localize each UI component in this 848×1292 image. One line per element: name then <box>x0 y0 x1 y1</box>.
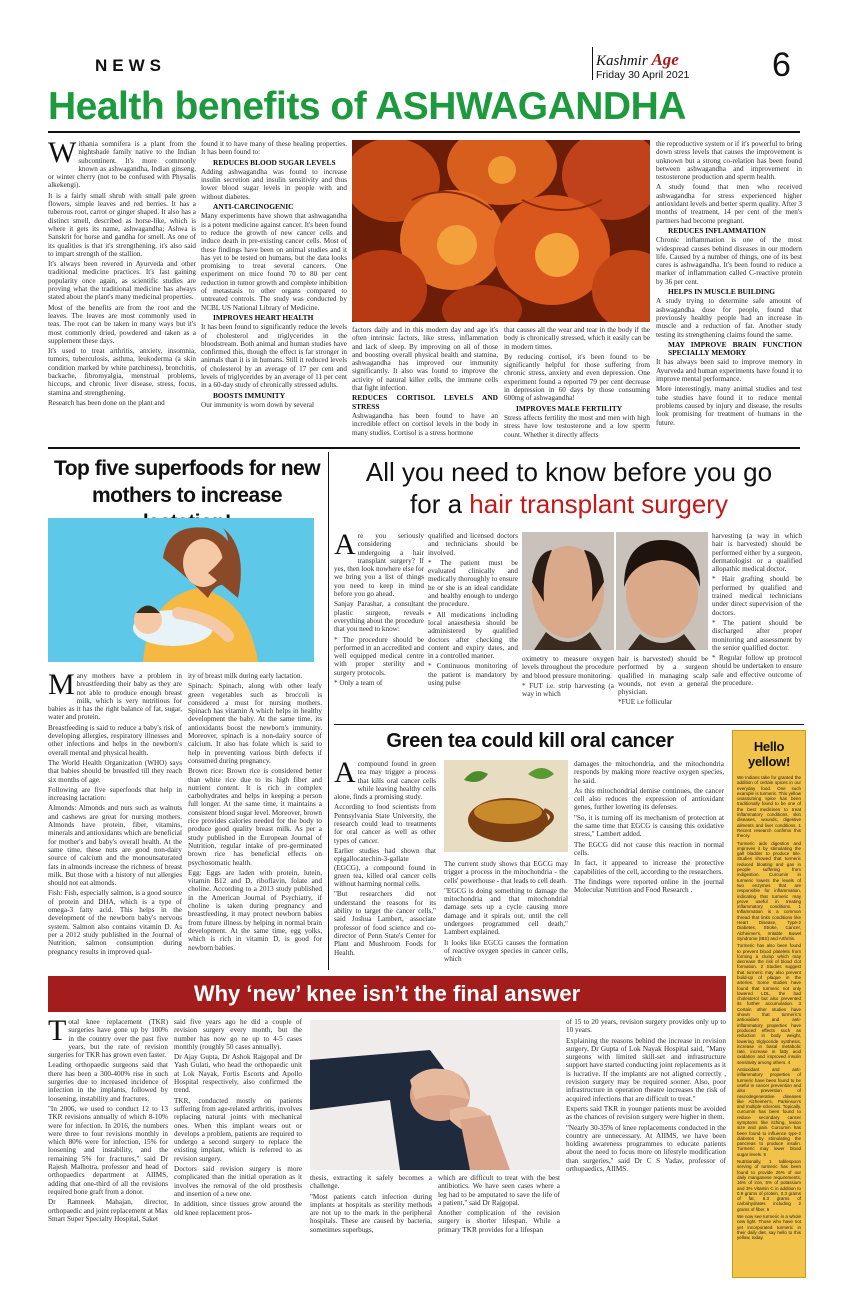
a6-column-5 <box>566 1018 726 1280</box>
sidebar-body <box>733 775 805 1285</box>
paragraph: damages the mitochondria, and the mitochondria responds by making more reactive oxygen species, he said. <box>574 760 724 785</box>
paragraph: compound found in green tea may trigger a process that kills oral cancer cells while leaving healthy cells alone, finds a promising study. <box>334 760 436 802</box>
drop-cap: A <box>334 532 356 561</box>
paragraph: It is a fairly small shrub with small pale green flowers, simple leaves and red berries. It has a tuberous root, carrot or ginger shaped. It also has a distinct smell, described as horse-like, which is where it gets its name, ashwagandha; Ashwa is Sanskrit for horse and gandha for smell. As one of its qualities is that it's strengthening, it's also said to impart strength of the stallion. <box>48 191 196 258</box>
paragraph: In addition, since tissues grow around the old knee replacement pros- <box>174 1200 302 1217</box>
headline-green-tea: Green tea could kill oral cancer <box>386 730 674 752</box>
paragraph: factors daily and in this modern day and age it's often intrinsic factors, like stress, inflammation and lack of sleep. By improving on all of those and boosting overall physical health and stamina, ashwagandha has improved our immunity significantly. It also was found to improve the activity of natural killer cells, the immune cells that fight infection. <box>352 326 498 393</box>
paragraph: otal knee replacement (TKR) surgeries have gone up by 100% in the country over the past five years, but the rate of revision surgeries for TKR has grown even faster. <box>48 1018 168 1060</box>
headline-line-1: All you need to know before you go <box>365 457 773 487</box>
paragraph: As this mitochondrial demise continues, the cancer cell also reduces the expression of antioxidant genes, further lowering its defenses. <box>574 786 724 812</box>
paragraph: oximetry to measure oxygen levels throughout the procedure and blood pressure monitoring. <box>522 655 614 680</box>
paragraph: Doctors said revision surgery is more complicated than the initial operation as it involves the removal of the old prosthesis and insertion of a new one. <box>174 1165 302 1198</box>
paragraph: The current study shows that EGCG may trigger a process in the mitochondria - the cells' powerhouse - that leads to cell death. <box>444 860 568 885</box>
paragraph: It looks like EGCG causes the formation of reactive oxygen species in cancer cells, which <box>444 938 568 964</box>
headline-line-2 <box>334 488 804 520</box>
section-rule <box>334 724 804 725</box>
a3-column-3 <box>522 655 614 719</box>
paragraph: Dr Ajay Gupta, Dr Ashok Rajgopal and Dr Yash Gulati, who head the orthopaedic unit at Lok Nayak, Fortis Escorts and Apollo Hospital respectively, also confirmed the trend. <box>174 1053 302 1095</box>
headline-superfoods: Top five superfoods for new mothers to increase <box>53 457 321 507</box>
paragraph: Egg: Eggs are laden with protein, lutein, vitamin B12 and D, riboflavin, folate and choline. According to a 2013 study published in the American Journal of Psychiatry, if choline is taken during pregnancy and breastfeeding, it may protect newborn babies from future illness by helping in normal brain development. At the same time, egg yolks, which is rich in vitamin D, is good for newborn babies. <box>188 868 322 952</box>
physalis-illustration <box>352 140 650 322</box>
paragraph: * FUT i.e. strip harvesting (a way in which <box>522 681 614 699</box>
paragraph: "Nearly 30-35% of knee replacements conducted in the country are unnecessary. At AIIMS, we have been holding awareness programmes to educate patients about the need to focus more on lifestyle modification than surgeries," said Dr C S Yadav, professor of orthopaedics, AIIMS. <box>566 1123 726 1174</box>
paragraph: In fact, it appeared to increase the protective capabilities of the cell, according to the researchers. <box>574 859 724 876</box>
paragraph: * The procedure should be performed in an accredited and well equipped medical centre with proper sterility and surgery protocols. <box>334 635 424 677</box>
physalis-photo <box>352 140 650 322</box>
a1-column-5 <box>656 140 802 442</box>
paragraph: Spinach: Spinach, along with other leafy green vegetables such as broccoli is considered a must for nursing mothers. Spinach has vitamin A which helps in healthy development the baby. At the same time, its antioxidants boost the newborn's immunity. Moreover, spinach is a non-dairy source of calcium. It also has folate which is said to help in preventing various birth defects if consumed during pregnancy. <box>188 682 322 765</box>
a1-column-3 <box>352 326 498 442</box>
subhead: IMPROVES HEART HEALTH <box>213 312 314 322</box>
paragraph: Turmeric aids digestion and improves it by stimulating the gall bladder to produce bile. Studies showed that turmeric reduced bloating and gas in people suffering from indigestion. Curcumin in turmeric lowers the levels of two enzymes that are responsible for inflammation, indicating that turmeric may prove useful in treating inflammatory conditions. 1 Inflammation is a common thread that links conditions like Heart Disease, Type-2 Diabetes, Stroke, Cancer, Alzheimer's, Irritable Bowel Syndrome (IBS) and Arthritis. <box>737 840 801 941</box>
subhead: BOOSTS IMMUNITY <box>213 390 286 400</box>
paragraph: Experts said TKR in younger patients must be avoided as the chances of revision surgery were higher in them. <box>566 1104 726 1122</box>
brand-age: Age <box>651 50 679 69</box>
paragraph: the reproductive system or if it's powerful to bring down stress levels that causes the improvement is unknown but a strong co-relation has been found between ashwagandha and improvement in testosterone production and sperm health. <box>656 140 802 182</box>
subhead: REDUCES INFLAMMATION <box>668 225 766 235</box>
paragraph: * All medications including local anaesthesia should be administered by qualified doctors after checking the content and expiry dates, and in a controlled manner. <box>428 610 518 661</box>
drop-cap: A <box>334 760 356 789</box>
paragraph: "Most patients catch infection during implants at hospitals as sterility methods are not up to the mark in the peripheral hospitals. These are caused by bacteria, sometimes superbugs, <box>310 1192 432 1234</box>
paragraph: Nutritionally, 1 tablespoon serving of turmeric has been found to provide 26% of our daily manganese requirements, 16% of iron, 5% of potassium and 3% Vitamin C in addition to 0.9 grams of protein, 0.3 grams of fat, 6.3 grams of carbohydrates including 2 grams of fiber. 6 <box>737 1159 801 1212</box>
paragraph: Explaining the reasons behind the increase in revision surgery, Dr Gupta of Lok Nayak Hospital said, "Many surgeons with limited skill-set and infrastructure support have started conducting joint replacements as it is lucrative. If the implants are not aligned correctly , revision surgery may be required sooner. Also, poor infrastructure in operation theatre increases the risk of acquired infections that are difficult to treat." <box>566 1036 726 1103</box>
knee-pain-photo <box>310 1020 560 1170</box>
subhead: IMPROVES MALE FERTILITY <box>516 403 623 413</box>
drop-cap: T <box>48 1018 67 1047</box>
paragraph: said five years ago he did a couple of revision surgery every month, but the number has now go ne up to 4-5 cases monthly (roughly 50 cases annually). <box>174 1018 302 1051</box>
a3-column-5 <box>712 532 802 718</box>
paragraph: According to food scientists from Pennsylvania State University, the research could lead to treatments for oral cancer as well as other types of cancer. <box>334 803 436 845</box>
paragraph: harvesting (a way in which hair is harvested) should be performed either by a surgeon, dermatologist or a qualified allopathic medical doctor. <box>712 532 802 574</box>
masthead-divider <box>592 47 593 80</box>
paragraph: Our immunity is worn down by several <box>201 400 314 409</box>
headline-highlight: hair transplant surgery <box>469 489 728 519</box>
a4-column-1 <box>334 760 436 968</box>
a1-column-1 <box>48 140 196 442</box>
paragraph: Following are five superfoods that help in increasing lactation: <box>48 785 182 803</box>
paragraph: Many experiments have shown that ashwagandha is a potent medicine against cancer. It's been found to reduce the growth of new cancer cells and induce death in pre-existing cancer cells. Most of these findings have been on animal studies and it has yet to be tested on humans, but the data looks promising to treat several cancers. One experiment on mice found 70 to 80 per cent reduction in tumor growth and complete inhibition of metastasis to other organs compared to untreated controls. The study was conducted by NCBI, US National Library of Medicine. <box>201 212 347 312</box>
vertical-divider <box>328 452 329 970</box>
paragraph: Stress affects fertility the most and men with high stress have low testosterone and a low sperm count. Whether it directly affects <box>504 413 650 439</box>
a6-column-2 <box>174 1018 302 1280</box>
section-label: NEWS <box>95 56 166 75</box>
paragraph: Most of the benefits are from the root and the leaves. The leaves are most commonly used in teas. The root can be taken in many ways but it's most commonly dried, powdered and taken as a supplement these days. <box>48 303 196 345</box>
paragraph: "EGCG is doing something to damage the mitochondria and that mitochondrial damage sets up a cycle causing more damage and it spirals out, until the cell undergoes programmed cell death," Lambert explained. <box>444 886 568 937</box>
headline-prefix: for a <box>410 489 470 519</box>
subhead: HELPS IN MUSCLE BUILDING <box>668 287 775 297</box>
paragraph: thesis, extracting it safely becomes a challenge. <box>310 1174 432 1191</box>
paragraph: We Indians take for granted the addition of certain spices in our everyday food. One such example is turmeric. This yellow unassuming spice has been traditionally found to be one of the best medicines to treat inflammatory conditions, skin diseases, wounds, digestive ailments and liver conditions. 1 Recent research confirms this theory. <box>737 775 801 839</box>
paragraph: Fish: Fish, especially salmon, is a good source of protein and DHA, which is a type of omega-3 fatty acid. This helps in the development of the newborn baby's nervous system. Salmon also contains vitamin D. As per a 2012 study published in the Journal of Nutrition, salmon consumption during pregnancy results in improved qual- <box>48 889 182 956</box>
paragraph: Breastfeeding is said to reduce a baby's risk of developing allergies, respiratory illnesses and other infections and helps in the newborn's overall mental and physical health. <box>48 723 182 757</box>
drop-cap: M <box>48 672 75 701</box>
paragraph: Another complication of the revision surgery is shorter lifespan. While a primary TKR provides for a lifespan <box>438 1209 560 1234</box>
breastfeeding-icon <box>48 518 314 662</box>
masthead-date: Friday 30 April 2021 <box>596 69 690 81</box>
a2-column-1 <box>48 672 182 966</box>
paragraph: Chronic inflammation is one of the most widespread causes behind diseases in our modern life. Caused by a number of things, one of its best cures is ashwagandha. It's been found to reduce a marker of inflammation called C-reactive protein by 36 per cent. <box>656 236 802 286</box>
hello-yellow-sidebar <box>732 730 806 1278</box>
paragraph: "But researchers did not understand the reasons for its ability to target the cancer cells," said Joshua Lambert, associate professor of food science and co-director of Penn State's Center for Plant and Mushroom Foods for Health. <box>334 890 436 957</box>
paragraph: Almonds: Almonds and nuts such as walnuts and cashews are great for nursing mothers. Almonds have protein, fiber, vitamins, minerals and antioxidants which are beneficial for mother's and baby's overall health. At the same time, these nuts are good non-dairy source of calcium and the monounsaturated fats in almonds increase the richness of breast milk. But those with a history of nut allergies should not eat almonds. <box>48 804 182 888</box>
a4-column-3 <box>574 760 724 968</box>
a4-column-2 <box>444 860 568 968</box>
tea-cup-icon <box>444 760 568 852</box>
paragraph: Antioxidant and anti-inflammatory properties of turmeric have been found to be useful in cancer prevention and also prevention of neurodegenerative diseases like Alzheimer's, Parkinson's and multiple sclerosis. Topically, curcumin has been found to reduce secondary cancer symptoms like itching, lesion size and pain. Curcumin has been found to influence type-2 diabetes by stimulating the pancreas to produce insulin. Turmeric may lower blood sugar levels. 5 <box>737 1067 801 1157</box>
subhead: REDUCES BLOOD SUGAR LEVELS <box>213 157 336 167</box>
a2-column-2 <box>188 672 322 966</box>
a6-column-4 <box>438 1174 560 1280</box>
headline-ashwagandha: Health benefits of ASHWAGANDHA <box>48 85 686 128</box>
paragraph: Research has been done on the plant and <box>48 398 165 407</box>
paragraph: * Regular follow up protocol should be undertaken to ensure safe and effective outcome of the procedure. <box>712 654 802 688</box>
headline-rule <box>48 131 800 133</box>
green-tea-photo <box>444 760 568 852</box>
headline-knee: Why ‘new’ knee isn’t the final answer <box>48 976 726 1012</box>
paragraph: * The patient must be evaluated clinically and medically thoroughly to ensure he or she is an ideal candidate and healthy enough to undergo the procedure. <box>428 558 518 609</box>
a6-column-3 <box>310 1174 432 1280</box>
paragraph: Turmeric has also been found to prevent blood platelets from forming a clump which may decrease the risk of blood clot formation. 2 Studies suggest that turmeric may also prevent build-up of plaque in the arteries. Some studies have found that turmeric not only lowered LDL, the bad cholesterol but also prevented its further accumulation. 3 Certain other studies have shown that turmeric's antioxidant and anti-inflammatory properties have produced effects such as reduction in body weight, lowering triglyceride synthesis, increase in basal metabolic rate, increase in fatty acid oxidation and improved insulin sensitivity among others. 4 <box>737 943 801 1065</box>
paragraph: Sanjay Parashar, a consultant plastic surgeon, reveals everything about the procedure that you need to know: <box>334 600 424 634</box>
paragraph: of 15 to 20 years, revision surgery provides only up to 10 years. <box>566 1018 726 1035</box>
paragraph: re you seriously considering undergoing a hair transplant surgery? If yes, then look nowhere else for we bring you a list of things you need to keep in mind before you go ahead. <box>334 532 424 599</box>
headline-hair-transplant <box>334 456 804 520</box>
paragraph: any mothers have a problem in breastfeeding their baby as they are not able to produce enough breast milk, which is very nutritious for babies as it has the right balance of fat, sugar, water and protein. <box>48 672 182 722</box>
paragraph: that causes all the wear and tear in the body if the body is chronically stressed, which it easily can be in modern times. <box>504 326 650 351</box>
sidebar-title: Hello yellow! <box>748 739 790 769</box>
masthead-brand <box>596 50 679 70</box>
paragraph: ity of breast milk during early lactation. <box>188 672 303 680</box>
paragraph: Earlier studies had shown that epigallocatechin-3-gallate (EGCG), a compound found in green tea, killed oral cancer cells without harming normal cells. <box>334 846 436 889</box>
paragraph: qualified and licensed doctors and technicians should be involved. <box>428 532 518 557</box>
paragraph: ithania somnifera is a plant from the nightshade family native to the Indian subcontinent. It's more commonly known as ashwagandha, Indian ginseng, or winter cherry (not to be confused with Physalis alkekengi). <box>48 140 196 190</box>
paragraph: By reducing cortisol, it's been found to be significantly helpful for those suffering from chronic stress, anxiety and even depression. One experiment found a reported 79 per cent decrease in depression in 60 days by those consuming 600mg of ashwagandha! <box>504 352 650 403</box>
head-hair-icon <box>616 532 708 650</box>
paragraph: Dr Ramneek Mahajan, director, orthopaedic and joint replacement at Max Smart Super Specialty Hospital, Saket <box>48 1198 168 1223</box>
brand-kashmir: Kashmir <box>596 53 648 69</box>
a6-column-1 <box>48 1018 168 1280</box>
a3-column-1 <box>334 532 424 718</box>
drop-cap: W <box>48 140 77 169</box>
subhead: ANTI-CARCINOGENIC <box>213 202 294 212</box>
hair-before-photo <box>522 532 614 650</box>
head-balding-icon <box>522 532 614 650</box>
a3-column-2 <box>428 532 518 718</box>
mother-baby-illustration <box>48 518 314 662</box>
subhead: MAY IMPROVE BRAIN FUNCTION SPECIALLY MEMORY <box>668 339 802 358</box>
paragraph: Leading orthopaedic surgeons said that there has been a 300-400% rise in such surgeries due to increased incidence of infection in the implants, followed by loosening, instability and fractures. <box>48 1061 168 1103</box>
section-rule <box>48 447 800 449</box>
a3-column-4 <box>618 655 708 719</box>
paragraph: A study found that men who received ashwagandha for stress experienced higher antioxidant levels and better sperm quality. After 3 months of treatment, 14 per cent of the men's partners had become pregnant. <box>656 183 802 225</box>
paragraph: We now see turmeric in a whole new light. Those who have not yet incorporated turmeric in their daily diet, say hello to this yellow, today. <box>737 1214 801 1241</box>
paragraph: *FUE i.e follicular <box>618 698 673 707</box>
paragraph: * Hair grafting should be performed by qualified and trained medical technicians under direct supervision of the doctors. <box>712 575 802 617</box>
a1-column-2 <box>201 140 347 442</box>
hair-after-photo <box>616 532 708 650</box>
paragraph: "So, it is turning off its mechanism of protection at the same time that EGCG is causing this oxidative stress," Lambert added. <box>574 813 724 839</box>
paragraph: which are difficult to treat with the best antibiotics. We have seen cases where a leg had to be amputated to save the life of a patient," said Dr Rajgopal. <box>438 1174 560 1207</box>
paragraph: The findings were reported online in the journal Molecular Nutrition and Food Research . <box>574 877 724 895</box>
paragraph: It's always been revered in Ayurveda and other traditional medicine practices. It's fast gaining popularity once again, as scientific studies are proving what the traditional medicine has always stated about the plant's many medicinal properties. <box>48 260 196 302</box>
knee-icon <box>310 1020 560 1170</box>
subhead: REDUCES CORTISOL LEVELS AND STRESS <box>352 393 498 411</box>
paragraph: * Only a team of <box>334 679 383 688</box>
paragraph: More interestingly, many animal studies and test tube studies have found it to reduce mental problems caused by injury and disease, the results look promising for treatment of humans in the future. <box>656 385 802 427</box>
paragraph: Brown rice: Brown rice is considered better than white rice due to its high fiber and nutrient content. It is rich in complex carbohydrates and helps in keeping a person full longer. At the same time, it maintains a consistent blood sugar level. Moreover, brown rice provides calories needed for the body to produce good quality breast milk. As per a study published in the European Journal of Nutrition, regular intake of pre-germinated brown rice has beneficial effects on psychosomatic health. <box>188 767 322 867</box>
paragraph: The EGCG did not cause this reaction in normal cells. <box>574 840 724 857</box>
paragraph: hair is harvested) should be performed by a surgeon qualified in managing scalp wounds, not even a general physician. <box>618 655 708 697</box>
paragraph: TKR, conducted mostly on patients suffering from age-related arthritis, involves replacing natural joints with mechanical ones. When this implant wears out or develops a problem, patients are required to undergo a second surgery to replace the existing implant, which is referred to as revision surgery. <box>174 1096 302 1163</box>
paragraph: Ashwagandha has been found to have an incredible effect on cortisol levels in the body in many studies. Cortisol is a stress hormone <box>352 411 498 437</box>
paragraph: It's used to treat arthritis, anxiety, insomnia, tumors, tuberculosis, asthma, leukoderma (a skin condition marked by white patchiness), bronchitis, backache, fibromyalgia, menstrual problems, hiccups, and chronic liver disease, stress, focus, stamina and strengthening. <box>48 347 196 397</box>
page-number: 6 <box>772 46 791 84</box>
paragraph: A study trying to determine safe amount of ashwagandha dose for people, found that previously healthy people had an increase in muscle and a reduction of fat. Another study testing its strengthening claims found the same. <box>656 297 802 339</box>
paragraph: * The patient should be discharged after proper monitoring and assessment by the senior qualified doctor. <box>712 618 802 652</box>
paragraph: It has been found to significantly reduce the levels of cholesterol and triglycerides in the bloodstream. Both animal and human studies have confirmed this, though the effect is far stronger in animals than it is in humans. Still it reduced levels of cholesterol by an average of 17 per cent and levels of triglycerides by an average of 11 per cent in a 60-day study of chronically stressed adults. <box>201 323 347 390</box>
paragraph: * Continuous monitoring of the patient is mandatory by using pulse <box>428 662 518 688</box>
paragraph: found it to have many of these healing properties. It has been found to: <box>201 140 347 157</box>
a1-column-4 <box>504 326 650 442</box>
paragraph: The World Health Organization (WHO) says that babies should be breastfed till they reach six months of age. <box>48 758 182 784</box>
paragraph: Adding ashwagandha was found to increase insulin secretion and insulin sensitivity and thus lower blood sugar levels in people with and without diabetes. <box>201 167 347 201</box>
paragraph: "In 2006, we used to conduct 12 to 13 TKR revisions annually of which 8-10% were for infection. In 2016, the numbers were three to four revisions monthly in which 80% were for infection, 15% for loosening and instability, and the remaining 5% for fractures," said Dr Rajesh Malhotra, professor and head of orthopaedics department at AIIMS, adding that one-third of all the revisions required bone graft from a donor. <box>48 1104 168 1196</box>
paragraph: It has always been said to improve memory in Ayurveda and human experiments have found it to improve mental performance. <box>656 358 802 384</box>
